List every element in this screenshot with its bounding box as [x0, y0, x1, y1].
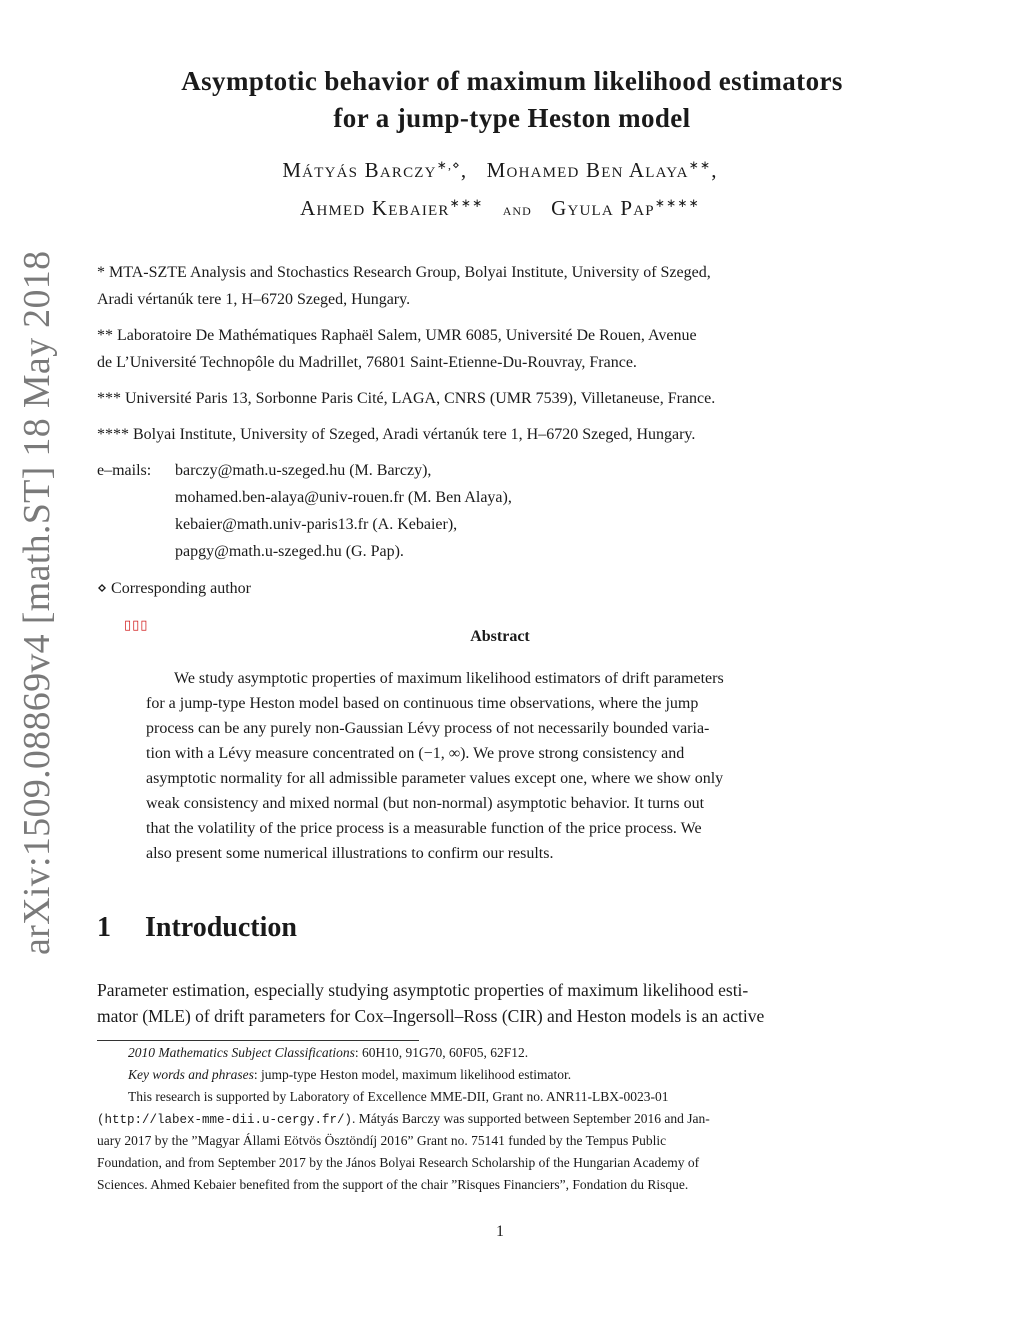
author-pap: Gyula Pap — [551, 196, 655, 220]
author-kebaier: Ahmed Kebaier — [300, 196, 450, 220]
footnote-msc-label: 2010 Mathematics Subject Classifications — [128, 1045, 355, 1060]
footnote-rule — [97, 1040, 419, 1041]
abstract-line: We study asymptotic properties of maximum likelihood estimators of drift parameters — [174, 670, 724, 687]
footnote-support-line — [97, 1111, 710, 1127]
abstract-title: Abstract — [470, 628, 530, 645]
email-barczy[interactable]: barczy@math.u-szeged.hu (M. Barczy), — [175, 462, 432, 479]
authors-and: and — [502, 200, 532, 219]
author-sep-2: , — [711, 158, 718, 182]
footnote-keywords — [128, 1067, 571, 1083]
emails-label: e–mails: — [97, 462, 152, 479]
section-title: Introduction — [145, 912, 297, 943]
abstract-line: tion with a Lévy measure concentrated on (−1, ∞). We prove strong consistency and — [146, 745, 685, 762]
red-marker-icon: ▯▯▯ — [124, 618, 149, 633]
footnote-msc — [128, 1045, 528, 1061]
footnote-support-line: This research is supported by Laboratory of Excellence MME-DII, Grant no. ANR11-LBX-0023-01 — [128, 1089, 669, 1104]
affiliation-2-line-1: ** Laboratoire De Mathématiques Raphaël Salem, UMR 6085, Université De Rouen, Avenue — [97, 327, 697, 344]
title-line-1: Asymptotic behavior of maximum likelihood estimators — [181, 66, 843, 96]
arxiv-stamp: arXiv:1509.08869v4 [math.ST] 18 May 2018 — [16, 250, 58, 955]
corresponding-author: ⋄ Corresponding author — [97, 580, 251, 597]
title-line-2: for a jump-type Heston model — [333, 103, 691, 133]
abstract-line: weak consistency and mixed normal (but non-normal) asymptotic behavior. It turns out — [146, 795, 705, 812]
authors-line-1 — [0, 158, 1000, 183]
affiliation-3: *** Université Paris 13, Sorbonne Paris Cité, LAGA, CNRS (UMR 7539), Villetaneuse, France. — [97, 390, 716, 407]
page-number: 1 — [496, 1223, 504, 1240]
abstract-line: that the volatility of the price process is a measurable function of the price process. We — [146, 820, 702, 837]
email-ben-alaya[interactable]: mohamed.ben-alaya@univ-rouen.fr (M. Ben Alaya), — [175, 489, 512, 506]
affiliation-2-line-2: de L’Université Technopôle du Madrillet, 76801 Saint-Etienne-Du-Rouvray, France. — [97, 354, 637, 371]
section-heading — [97, 912, 297, 944]
footnote-support-line: Sciences. Ahmed Kebaier benefited from the support of the chair ”Risques Financiers”, Fondation du Risque. — [97, 1177, 689, 1192]
author-ben-alaya: Mohamed Ben Alaya — [486, 158, 689, 182]
affiliation-1-line-1: * MTA-SZTE Analysis and Stochastics Research Group, Bolyai Institute, University of Szeged, — [97, 264, 711, 281]
footnote-support-line: uary 2017 by the ”Magyar Állami Eötvös Ösztöndíj 2016” Grant no. 75141 funded by the Tempus Public — [97, 1133, 667, 1148]
authors-line-2 — [0, 196, 1000, 221]
body-line: mator (MLE) of drift parameters for Cox–Ingersoll–Ross (CIR) and Heston models is an active — [97, 1006, 765, 1026]
section-number: 1 — [97, 912, 111, 943]
affiliation-4: **** Bolyai Institute, University of Szeged, Aradi vértanúk tere 1, H–6720 Szeged, Hungary. — [97, 426, 696, 443]
author-barczy-mark: ∗,⋄ — [436, 158, 461, 172]
author-pap-mark: ∗∗∗∗ — [654, 196, 700, 210]
footnote-msc-value: : 60H10, 91G70, 60F05, 62F12. — [354, 1045, 529, 1060]
abstract-line: process can be any purely non-Gaussian Lévy process of not necessarily bounded varia- — [146, 720, 710, 737]
labex-link[interactable]: (http://labex-mme-dii.u-cergy.fr/) — [97, 1113, 353, 1127]
email-kebaier[interactable]: kebaier@math.univ-paris13.fr (A. Kebaier), — [175, 516, 458, 533]
abstract-line: also present some numerical illustrations to confirm our results. — [146, 845, 554, 862]
abstract-line: for a jump-type Heston model based on continuous time observations, where the jump — [146, 695, 699, 712]
author-sep-1: , — [460, 158, 468, 182]
author-barczy: Mátyás Barczy — [282, 158, 437, 182]
footnote-support-rest: . Mátyás Barczy was supported between September 2016 and Jan- — [352, 1111, 710, 1126]
footnote-kw-label: Key words and phrases — [128, 1067, 254, 1082]
abstract-line: asymptotic normality for all admissible parameter values except one, where we show only — [146, 770, 724, 787]
footnote-kw-value: : jump-type Heston model, maximum likelihood estimator. — [253, 1067, 572, 1082]
affiliation-1-line-2: Aradi vértanúk tere 1, H–6720 Szeged, Hungary. — [97, 291, 411, 308]
author-kebaier-mark: ∗∗∗ — [449, 196, 484, 210]
email-pap[interactable]: papgy@math.u-szeged.hu (G. Pap). — [175, 543, 404, 560]
body-line: Parameter estimation, especially studying asymptotic properties of maximum likelihood esti- — [97, 980, 749, 1000]
footnote-support-line: Foundation, and from September 2017 by the János Bolyai Research Scholarship of the Hungarian Academy of — [97, 1155, 700, 1170]
author-ben-alaya-mark: ∗∗ — [688, 158, 712, 172]
